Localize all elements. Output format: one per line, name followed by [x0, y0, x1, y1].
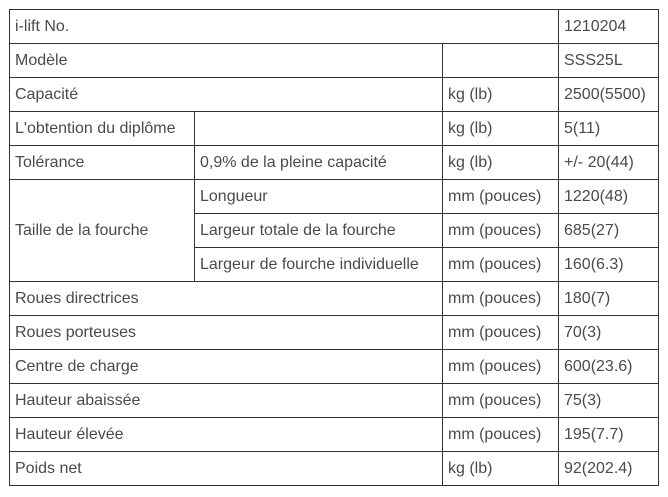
- row-value: 2500(5500): [559, 78, 659, 112]
- row-sub: Largeur de fourche individuelle: [195, 248, 443, 282]
- row-label: Roues directrices: [10, 282, 443, 316]
- row-unit: mm (pouces): [443, 180, 559, 214]
- table-row-centre-charge: [10, 350, 659, 384]
- row-label: Hauteur abaissée: [10, 384, 443, 418]
- row-label: Poids net: [10, 452, 443, 486]
- row-unit: mm (pouces): [443, 248, 559, 282]
- row-sub: Longueur: [195, 180, 443, 214]
- row-value: 75(3): [559, 384, 659, 418]
- row-label: L'obtention du diplôme: [10, 112, 195, 146]
- row-unit: kg (lb): [443, 146, 559, 180]
- row-label: Roues porteuses: [10, 316, 443, 350]
- row-value: 92(202.4): [559, 452, 659, 486]
- row-value: 1220(48): [559, 180, 659, 214]
- row-sub: [195, 112, 443, 146]
- row-value: 180(7): [559, 282, 659, 316]
- row-label: Taille de la fourche: [10, 180, 195, 282]
- row-sub: Largeur totale de la fourche: [195, 214, 443, 248]
- row-unit: [443, 44, 559, 78]
- row-value: 70(3): [559, 316, 659, 350]
- table-row-hauteur-elevee: [10, 418, 659, 452]
- row-label: Hauteur élevée: [10, 418, 443, 452]
- row-unit: kg (lb): [443, 78, 559, 112]
- table-row-obtention-diplome: [10, 112, 659, 146]
- row-label: i-lift No.: [10, 10, 559, 44]
- table-row-roues-porteuses: [10, 316, 659, 350]
- row-value: 195(7.7): [559, 418, 659, 452]
- table-row-hauteur-abaissee: [10, 384, 659, 418]
- table-row-roues-directrices: [10, 282, 659, 316]
- table-row-modele: [10, 44, 659, 78]
- row-label: Capacité: [10, 78, 443, 112]
- row-unit: mm (pouces): [443, 316, 559, 350]
- row-value: SSS25L: [559, 44, 659, 78]
- spec-table: [9, 9, 659, 486]
- table-row-fourche-longueur: [10, 180, 659, 214]
- row-unit: mm (pouces): [443, 350, 559, 384]
- row-value: 600(23.6): [559, 350, 659, 384]
- row-label: Modèle: [10, 44, 443, 78]
- row-value: 1210204: [559, 10, 659, 44]
- table-row-tolerance: [10, 146, 659, 180]
- row-unit: mm (pouces): [443, 214, 559, 248]
- row-unit: mm (pouces): [443, 282, 559, 316]
- table-row-ilift-no: [10, 10, 659, 44]
- row-unit: kg (lb): [443, 112, 559, 146]
- row-label: Tolérance: [10, 146, 195, 180]
- row-value: 160(6.3): [559, 248, 659, 282]
- row-value: +/- 20(44): [559, 146, 659, 180]
- row-unit: mm (pouces): [443, 384, 559, 418]
- table-row-capacite: [10, 78, 659, 112]
- row-unit: kg (lb): [443, 452, 559, 486]
- row-sub: 0,9% de la pleine capacité: [195, 146, 443, 180]
- table-row-poids-net: [10, 452, 659, 486]
- row-unit: mm (pouces): [443, 418, 559, 452]
- row-label: Centre de charge: [10, 350, 443, 384]
- row-value: 685(27): [559, 214, 659, 248]
- row-value: 5(11): [559, 112, 659, 146]
